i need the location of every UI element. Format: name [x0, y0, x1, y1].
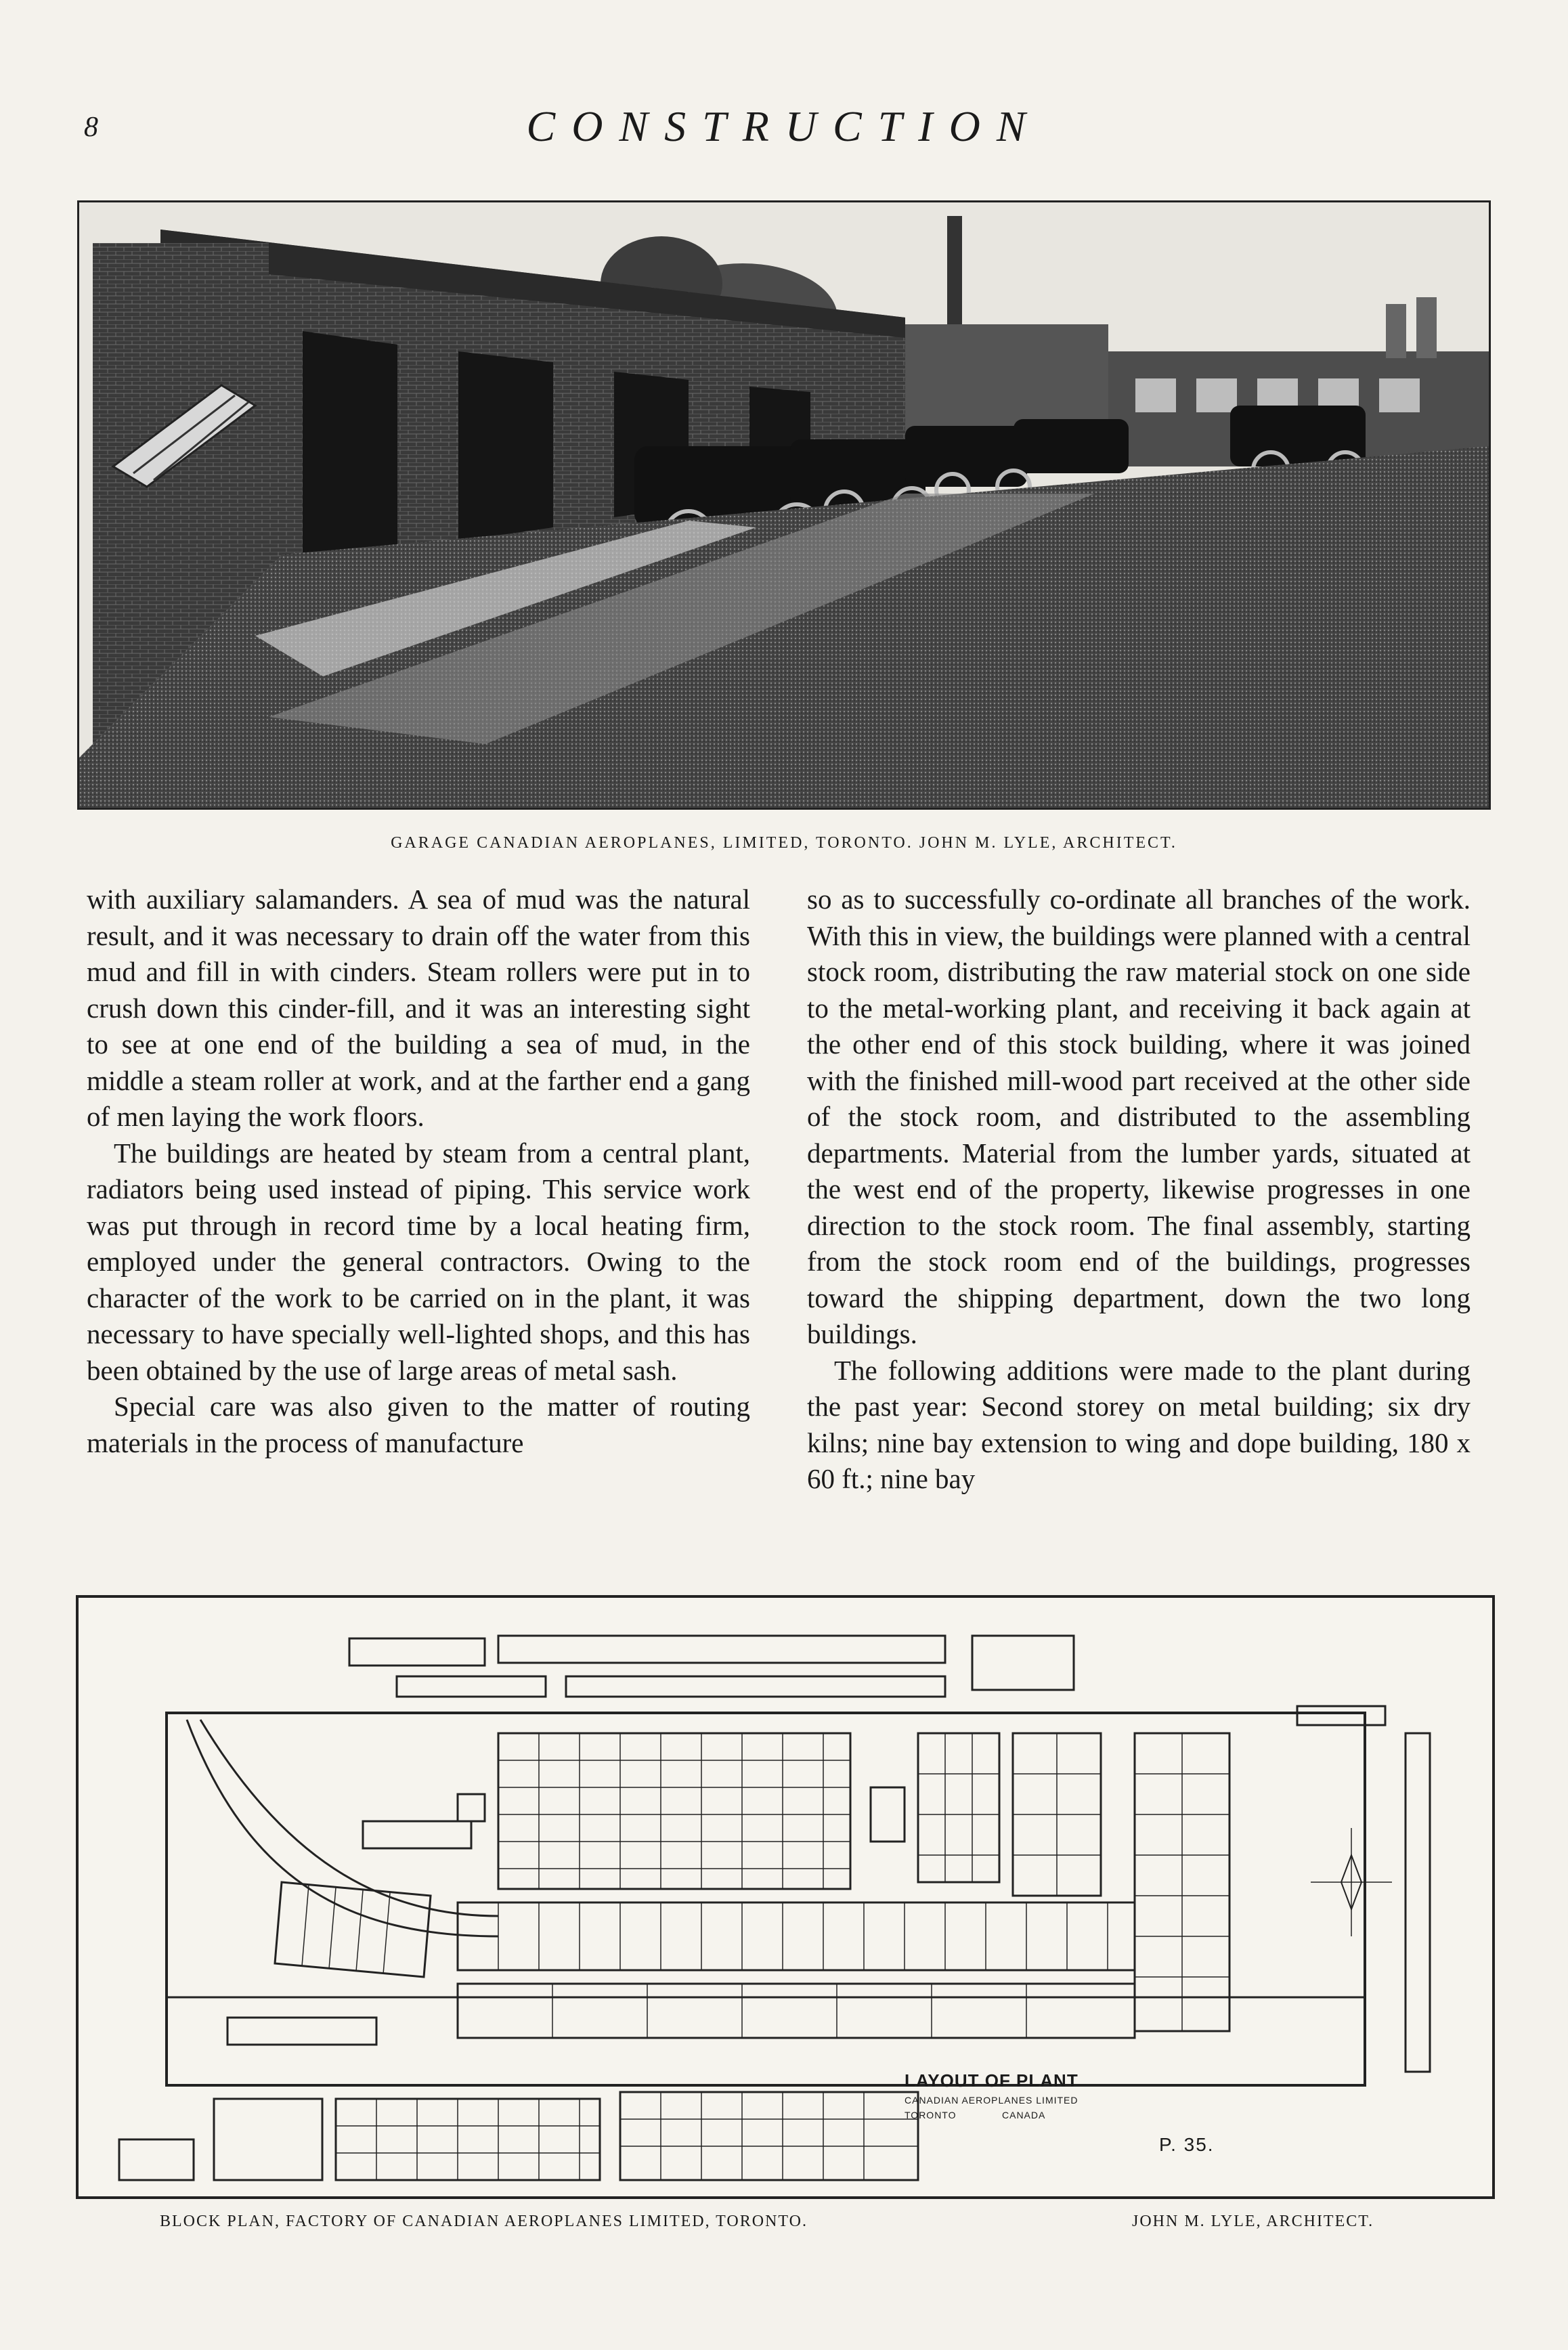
paragraph: with auxiliary salamanders. A sea of mud was the natural result, and it was necessary to drain off the water from this mud and fill in with cinders. Steam rollers were put in to crush down this cinder-fill, and it was an interesting sight to see at one end of the building a sea of mud, in the middle a steam roller at work, and at the farther end a gang of men laying the work floors.	[87, 884, 750, 1132]
photo-caption: GARAGE CANADIAN AEROPLANES, LIMITED, TORONTO. JOHN M. LYLE, ARCHITECT.	[391, 834, 1177, 852]
plan-subtitle: TORONTO	[905, 2110, 957, 2120]
running-head: CONSTRUCTION	[526, 102, 1042, 150]
article-left-column	[87, 882, 750, 1461]
plan-title: LAYOUT OF PLANT	[905, 2070, 1079, 2091]
plan-sheet-number: P. 35.	[1159, 2134, 1215, 2155]
plan-subtitle: CANADIAN AEROPLANES LIMITED	[905, 2095, 1079, 2106]
page-number: 8	[84, 112, 98, 143]
block-plan-drawing	[76, 1595, 1495, 2199]
garage-photo	[77, 200, 1491, 810]
paragraph: so as to successfully co-ordinate all branches of the work. With this in view, the buildings were planned with a central stock room, distributing the raw material stock on one side to the metal-working plant, and receiving it back again at the other end of this stock building, where it was joined with the finished mill-wood part received at the other side of the stock room, and distributed to the assembling departments. Material from the lumber yards, situated at the west end of the property, likewise progresses in one direction to the stock room. The final assembly, starting from the stock room end of the buildings, progresses toward the shipping department, down the two long buildings.	[807, 884, 1471, 1349]
plan-architect-credit: JOHN M. LYLE, ARCHITECT.	[1132, 2213, 1374, 2230]
plan-subtitle: CANADA	[1002, 2110, 1046, 2120]
paragraph: The buildings are heated by steam from a central plant, radiators being used instead of piping. This service work was put through in record time by a local heating firm, employed under the general contractors. Owing to the character of the work to be carried on in the plant, it was necessary to have specially well-lighted shops, and this has been obtained by the use of large areas of metal sash.	[87, 1137, 750, 1386]
paragraph: Special care was also given to the matter of routing materials in the process of manufacture	[87, 1391, 750, 1458]
paragraph: The following additions were made to the plant during the past year: Second storey on metal building; six dry kilns; nine bay extension to wing and dope building, 180 x 60 ft.; nine bay	[807, 1354, 1471, 1494]
article-right-column	[807, 882, 1471, 1498]
plan-caption: BLOCK PLAN, FACTORY OF CANADIAN AEROPLANES LIMITED, TORONTO.	[160, 2213, 808, 2230]
